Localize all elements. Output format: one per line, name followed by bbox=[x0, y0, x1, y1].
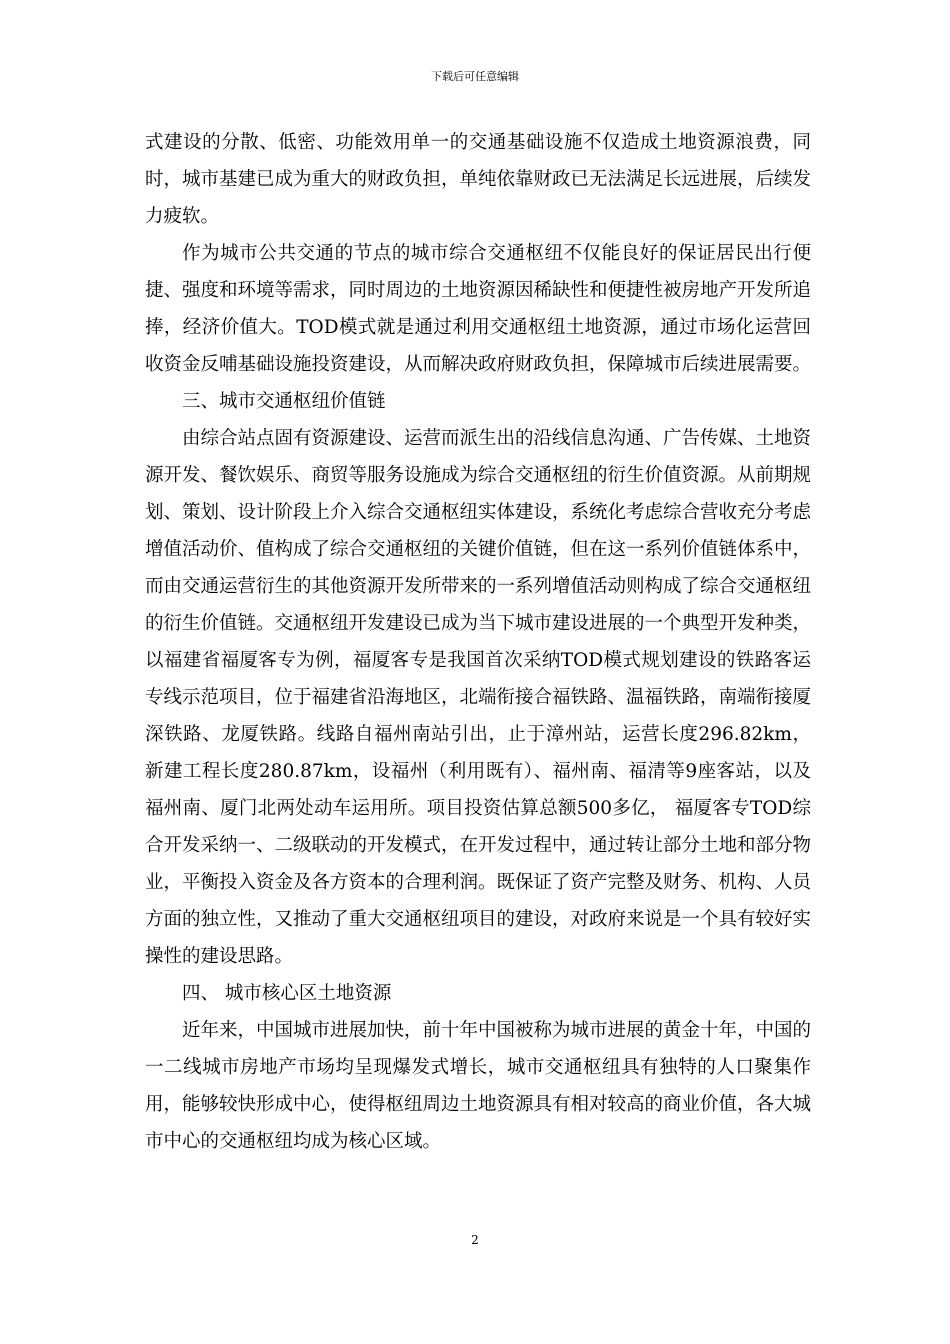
paragraph-6: 近年来，中国城市进展加快，前十年中国被称为城市进展的黄金十年，中国的一二线城市房地产市场均呈现爆发式增长，城市交通枢纽具有独特的人口聚集作用，能够较快形成中心，使得枢纽周边土地资源具有相对较高的商业价值，各大城市中心的交通枢纽均成为核心区域。 bbox=[145, 1020, 812, 1152]
page-header: 下载后可任意编辑 bbox=[431, 70, 519, 83]
body-text bbox=[145, 124, 811, 1160]
page-number: 2 bbox=[471, 1233, 479, 1247]
paragraph-1: 式建设的分散、低密、功能效用单一的交通基础设施不仅造成土地资源浪费，同时，城市基建已成为重大的财政负担，单纯依靠财政已无法满足长远进展，后续发力疲软。 bbox=[145, 132, 812, 227]
section-heading-4: 四、 城市核心区土地资源 bbox=[182, 983, 392, 1004]
paragraph-2: 作为城市公共交通的节点的城市综合交通枢纽不仅能良好的保证居民出行便捷、强度和环境等需求，同时周边的土地资源因稀缺性和便捷性被房地产开发所追捧，经济价值大。TOD模式就是通过利用交通枢纽土地资源，通过市场化运营回收资金反哺基础设施投资建设，从而解决政府财政负担，保障城市后续进展需要。 bbox=[145, 243, 812, 375]
section-heading-3: 三、城市交通枢纽价值链 bbox=[182, 391, 386, 412]
paragraph-4: 由综合站点固有资源建设、运营而派生出的沿线信息沟通、广告传媒、土地资源开发、餐饮娱乐、商贸等服务设施成为综合交通枢纽的衍生价值资源。从前期规划、策划、设计阶段上介入综合交通枢纽实体建设，系统化考虑综合营收充分考虑增值活动价、值构成了综合交通枢纽的关键价值链，但在这一系列价值链体系中，而由交通运营衍生的其他资源开发所带来的一系列增值活动则构成了综合交通枢纽的衍生价值链。交通枢纽开发建设已成为当下城市建设进展的一个典型开发种类，以福建省福厦客专为例，福厦客专是我国首次采纳TOD模式规划建设的铁路客运专线示范项目，位于福建省沿海地区，北端衔接合福铁路、温福铁路，南端衔接厦深铁路、龙厦铁路。线路自福州南站引出，止于漳州站，运营长度296.82km，新建工程长度280.87km，设福州（利用既有）、福州南、福清等9座客站，以及福州南、厦门北两处动车运用所。项目投资估算总额500多亿， 福厦客专TOD综合开发采纳一、二级联动的开发模式，在开发过程中，通过转让部分土地和部分物业，平衡投入资金及各方资本的合理利润。既保证了资产完整及财务、机构、人员方面的独立性，又推动了重大交通枢纽项目的建设，对政府来说是一个具有较好实操性的建设思路。 bbox=[145, 428, 812, 967]
